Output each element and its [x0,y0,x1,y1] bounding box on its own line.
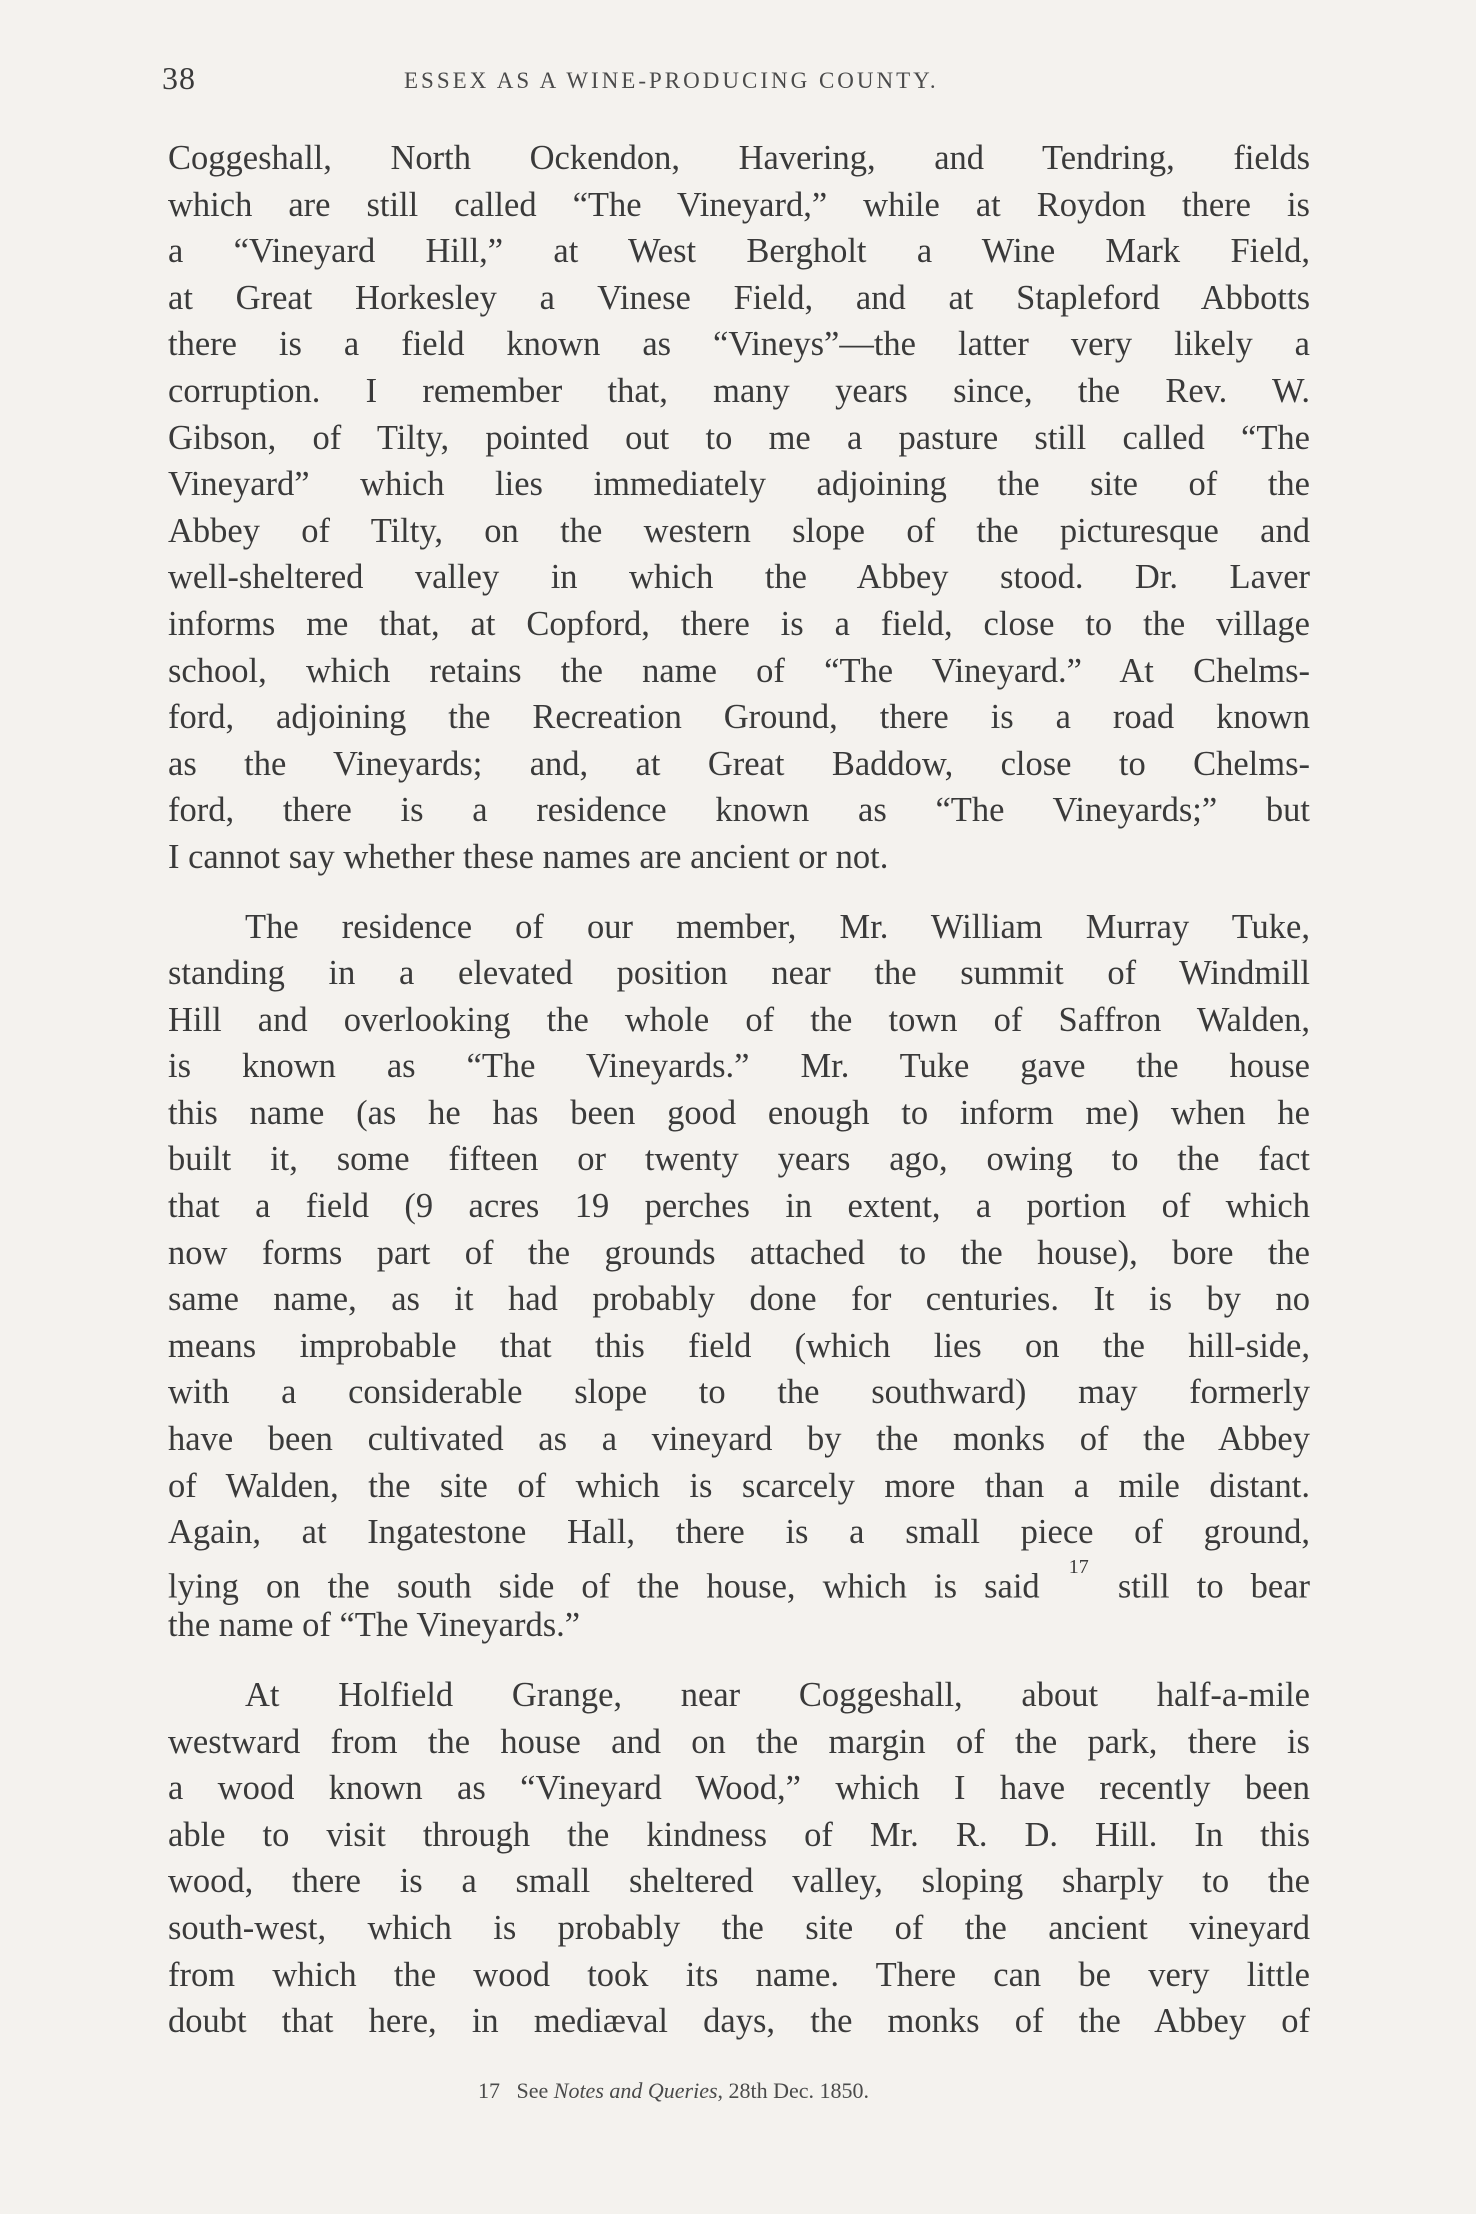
text-line: as the Vineyards; and, at Great Baddow, close to Chelms- [168,744,1310,783]
text-line: doubt that here, in mediæval days, the monks of the Abbey of [168,2002,1310,2041]
text-line-with-footnote [168,1555,1311,1606]
text-line: at Great Horkesley a Vinese Field, and at Stapleford Abbotts [168,278,1310,317]
text-line: south-west, which is probably the site of the ancient vineyard [168,1908,1310,1947]
running-head [162,60,1310,100]
running-title: ESSEX AS A WINE-PRODUCING COUNTY. [404,68,939,93]
text-line: Abbey of Tilty, on the western slope of the picturesque and [168,511,1310,550]
text-line: this name (as he has been good enough to inform me) when he [168,1093,1310,1132]
text-line: school, which retains the name of “The Vineyard.” At Chelms- [168,651,1310,690]
text-line: a wood known as “Vineyard Wood,” which I have recently been [168,1769,1310,1808]
text-line: means improbable that this field (which lies on the hill-side, [168,1326,1310,1365]
text-line: westward from the house and on the margin of the park, there is [168,1722,1310,1761]
text-line: built it, some fifteen or twenty years ago, owing to the fact [168,1140,1310,1179]
text-line: Vineyard” which lies immediately adjoining the site of the [168,465,1310,504]
footnote-number: 17 [478,2078,500,2103]
paragraph-3 [168,1672,1310,2045]
text-line: wood, there is a small sheltered valley, sloping sharply to the [168,1862,1310,1901]
text-line: with a considerable slope to the southward) may formerly [168,1373,1310,1412]
footnote-source-detail: , 28th Dec. 1850. [717,2078,870,2103]
text-line: able to visit through the kindness of Mr. R. D. Hill. In this [168,1815,1310,1854]
text-line: have been cultivated as a vineyard by the monks of the Abbey [168,1420,1310,1459]
text-line: a “Vineyard Hill,” at West Bergholt a Wine Mark Field, [168,232,1310,271]
text-line: ford, there is a residence known as “The Vineyards;” but [168,791,1310,830]
text-line: I cannot say whether these names are ancient or not. [168,837,889,876]
text-line: The residence of our member, Mr. William Murray Tuke, [245,907,1310,946]
footnote-marker: 17 [1068,1555,1089,1578]
footnote [478,2078,869,2104]
text-line: is known as “The Vineyards.” Mr. Tuke gave the house [168,1047,1310,1086]
text-line: ford, adjoining the Recreation Ground, there is a road known [168,698,1310,737]
text-line: corruption. I remember that, many years since, the Rev. W. [168,371,1310,410]
footnote-prefix: See [516,2078,549,2103]
page-number: 38 [162,60,196,96]
paragraph-2 [168,904,1310,1650]
text-fragment: still to bear [1117,1567,1311,1606]
text-line: from which the wood took its name. There can be very little [168,1955,1310,1994]
text-line: which are still called “The Vineyard,” while at Roydon there is [168,185,1310,224]
body-text [168,135,1310,2045]
text-fragment: lying on the south side of the house, which is said [168,1567,1040,1606]
text-line: standing in a elevated position near the summit of Windmill [168,954,1310,993]
text-line: now forms part of the grounds attached to the house), bore the [168,1233,1310,1272]
text-line: Again, at Ingatestone Hall, there is a small piece of ground, [168,1513,1310,1552]
text-line: same name, as it had probably done for centuries. It is by no [168,1280,1310,1319]
footnote-source-title: Notes and Queries [553,2078,718,2103]
paragraph-1 [168,135,1310,881]
text-line: informs me that, at Copford, there is a field, close to the village [168,604,1310,643]
text-line: Gibson, of Tilty, pointed out to me a pasture still called “The [168,418,1310,457]
text-line: Coggeshall, North Ockendon, Havering, and Tendring, fields [168,139,1310,177]
text-line: of Walden, the site of which is scarcely more than a mile distant. [168,1466,1310,1505]
text-line: At Holfield Grange, near Coggeshall, about half-a-mile [245,1676,1310,1714]
text-line: Hill and overlooking the whole of the town of Saffron Walden, [168,1000,1310,1039]
text-line: there is a field known as “Vineys”—the latter very likely a [168,325,1310,364]
text-line: the name of “The Vineyards.” [168,1606,581,1645]
text-line: well-sheltered valley in which the Abbey stood. Dr. Laver [168,558,1310,597]
text-line: that a field (9 acres 19 perches in extent, a portion of which [168,1187,1310,1226]
